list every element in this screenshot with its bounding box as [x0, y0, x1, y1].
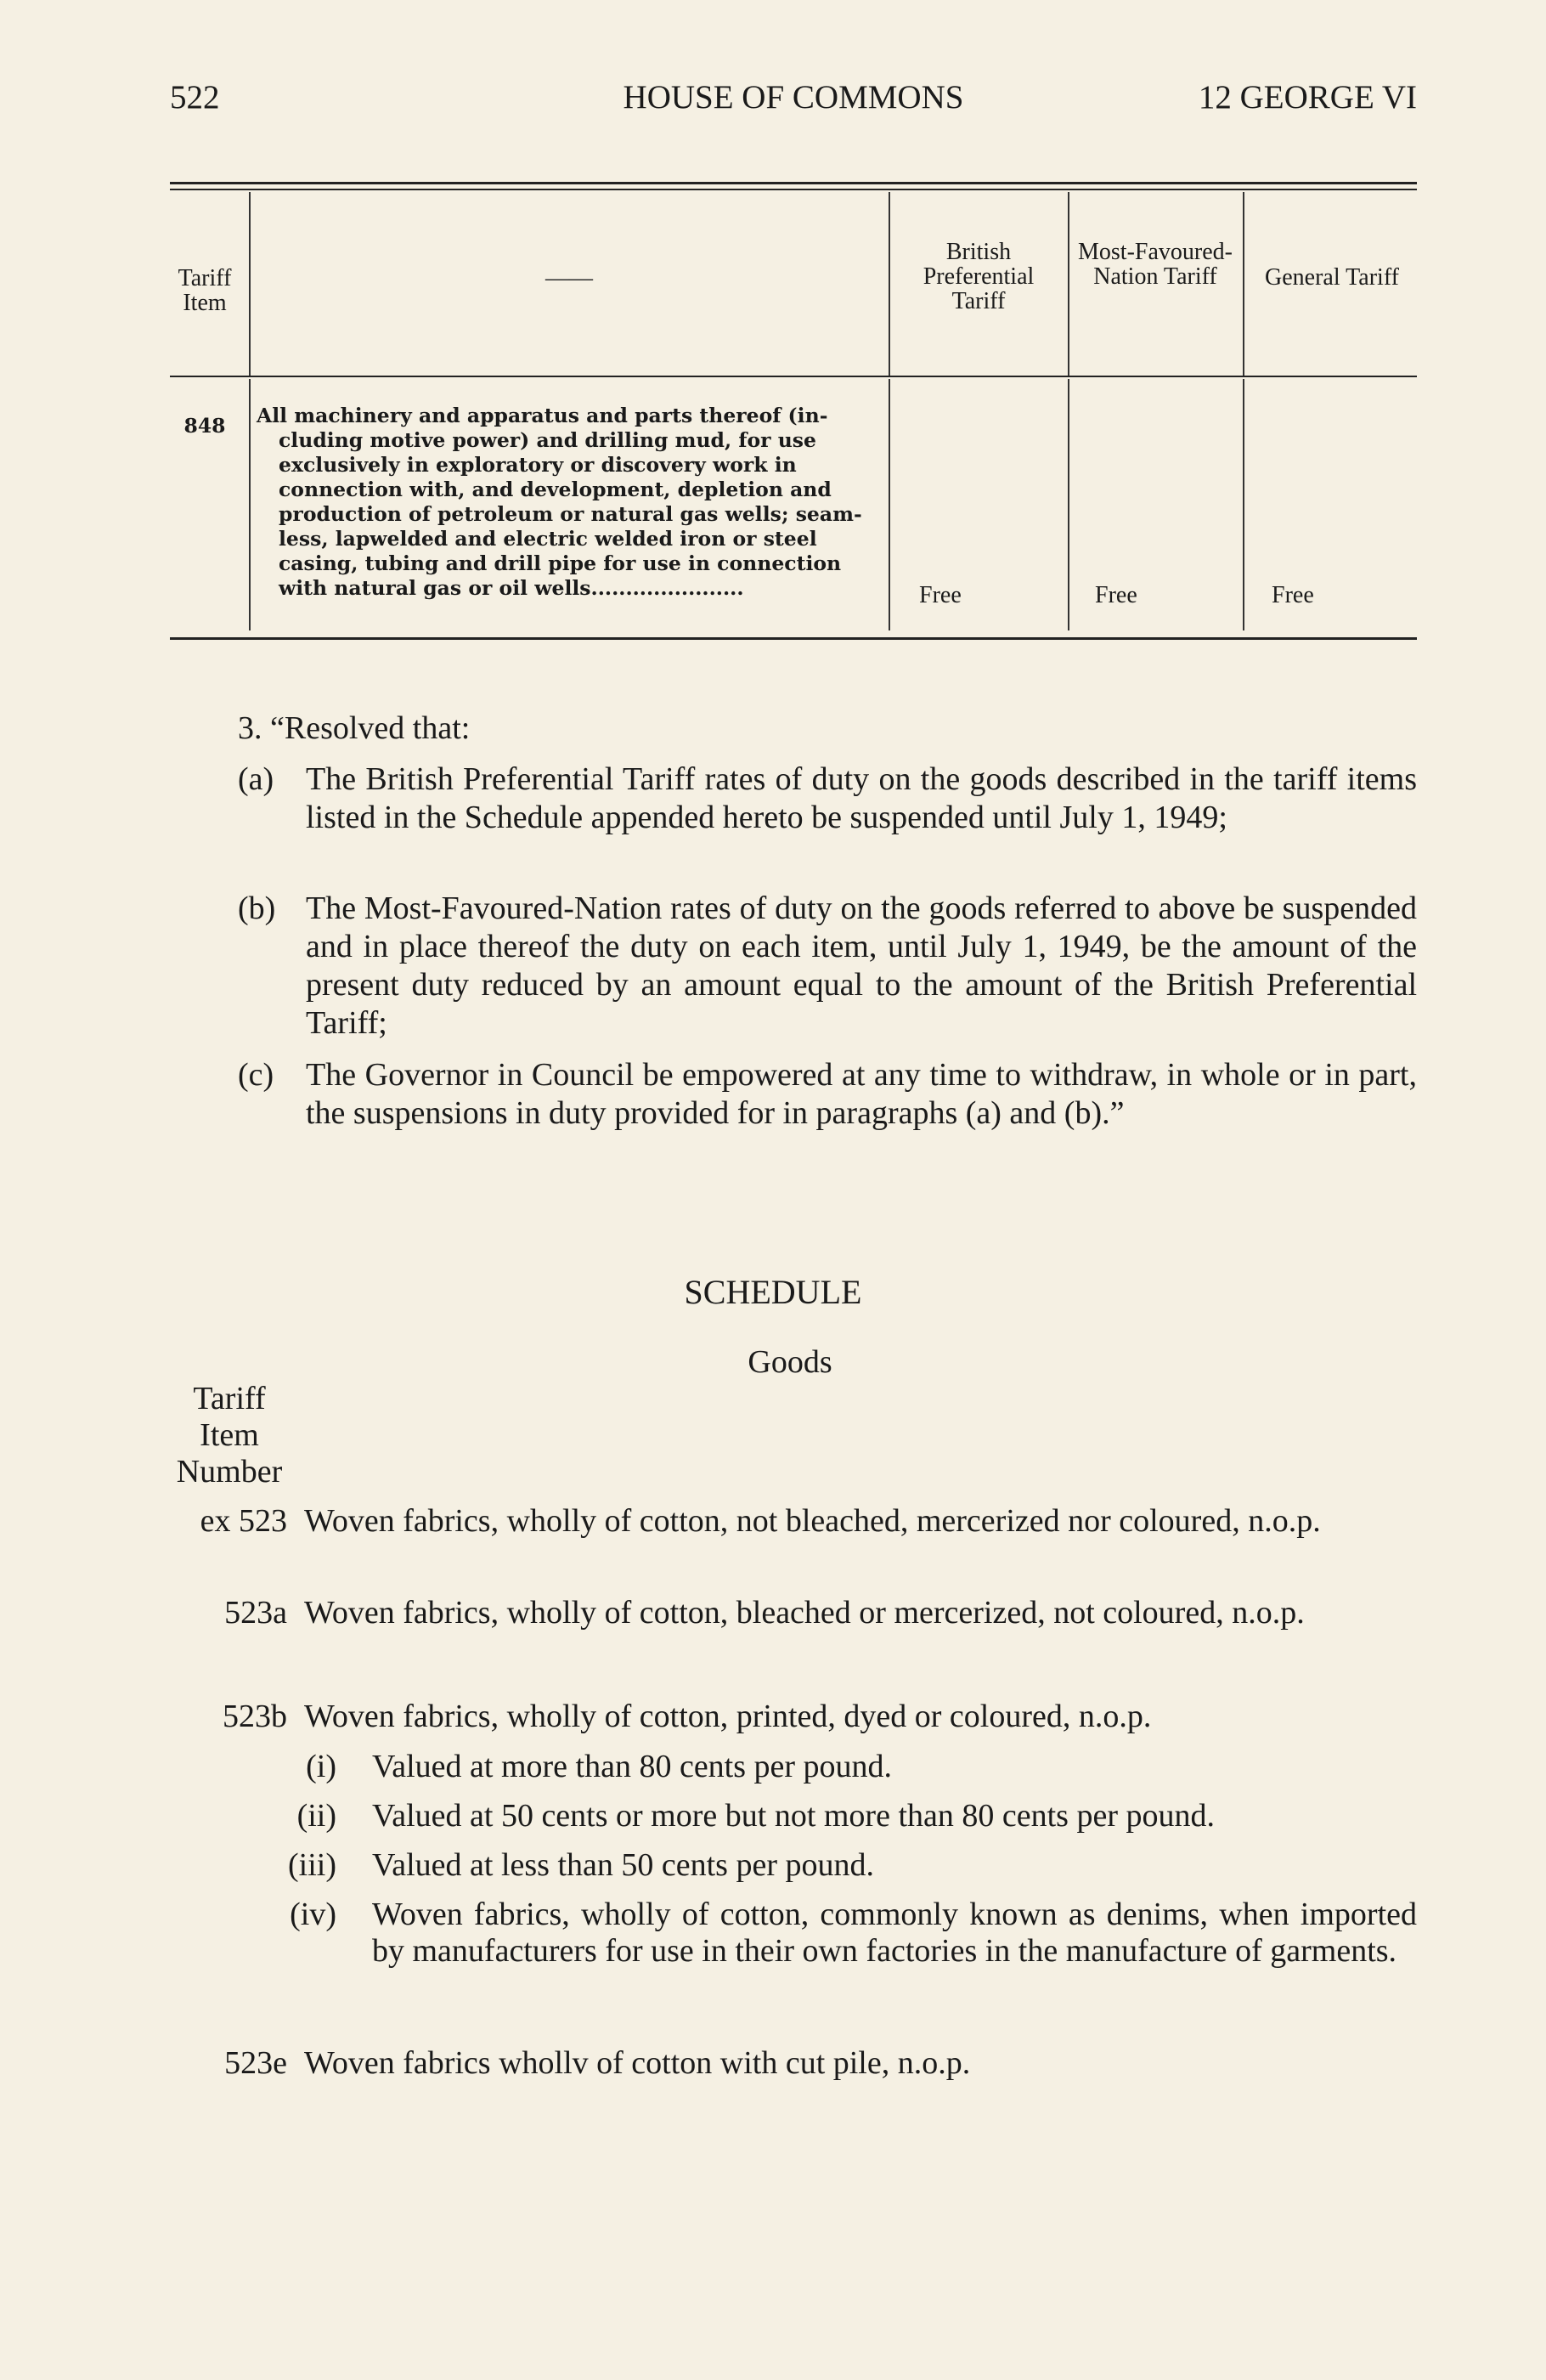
tariff-item-number: 848: [183, 414, 226, 438]
schedule-item-text: Woven fabrics, wholly of cotton, not bleached, mercerized nor coloured, n.o.p.: [304, 1503, 1321, 1539]
page-number: 522: [170, 79, 220, 116]
table-top-rule-thin: [170, 189, 1417, 190]
schedule-item-number: 523b: [223, 1699, 287, 1734]
schedule-item: [161, 2045, 1417, 2082]
description-line: exclusively in exploratory or discovery work in: [279, 453, 797, 477]
subitem-text: Woven fabrics, wholly of cotton, commonly known as denims, when imported by manufacturers for use in their own factories in the manufacture of garments.: [372, 1897, 1417, 1969]
resolution-paragraph-b: [238, 890, 1417, 1043]
schedule-item-text: Woven fabrics, wholly of cotton, printed, dyed or coloured, n.o.p.: [304, 1699, 1152, 1734]
subitem-label: (iii): [288, 1847, 336, 1883]
table-top-rule: [170, 182, 1417, 184]
schedule-subitem: [289, 1749, 1417, 1785]
column-header-item: Tariff Item: [178, 265, 232, 316]
schedule-subitem: [289, 1798, 1417, 1834]
table-bottom-rule: [170, 637, 1417, 640]
schedule-item: [161, 1595, 1417, 1631]
schedule-title: SCHEDULE: [684, 1273, 862, 1311]
column-divider: [1243, 192, 1244, 376]
heading-line: Number: [176, 1454, 283, 1490]
column-divider: [1068, 379, 1069, 630]
paragraph-text: The British Preferential Tariff rates of duty on the goods described in the tariff items listed in the Schedule appended hereto be suspended until July 1, 1949;: [306, 761, 1417, 835]
paragraph-label: (c): [238, 1057, 274, 1093]
general-rate: Free: [1272, 582, 1314, 608]
column-header-mfn: Most-Favoured-Nation Tariff: [1078, 239, 1233, 290]
resolution-intro: 3. “Resolved that:: [238, 710, 471, 746]
description-line: All machinery and apparatus and parts thereof (in-: [257, 404, 828, 427]
column-divider: [889, 379, 890, 630]
schedule-item-number: 523a: [224, 1595, 287, 1631]
table-header-rule: [170, 376, 1417, 377]
heading-line: Tariff: [193, 1381, 266, 1416]
schedule-subitem: [289, 1897, 1417, 1970]
column-header-british: British Preferential Tariff: [923, 239, 1035, 314]
column-divider: [249, 192, 251, 376]
subitem-text: Valued at less than 50 cents per pound.: [372, 1847, 874, 1883]
schedule-item-text: Woven fabrics, wholly of cotton, bleached or mercerized, not coloured, n.o.p.: [304, 1595, 1305, 1631]
column-divider: [249, 379, 251, 630]
schedule-item-text: Woven fabrics whollv of cotton with cut pile, n.o.p.: [304, 2045, 971, 2081]
paragraph-label: (b): [238, 890, 276, 926]
subitem-label: (i): [306, 1749, 336, 1784]
subitem-text: Valued at more than 80 cents per pound.: [372, 1749, 893, 1784]
british-rate: Free: [919, 582, 962, 608]
column-divider: [1243, 379, 1244, 630]
tariff-item-number-heading: [161, 1381, 297, 1490]
running-head: [170, 78, 1417, 121]
column-divider: [889, 192, 890, 376]
description-line: less, lapwelded and electric welded iron or steel: [279, 527, 817, 551]
column-divider: [1068, 192, 1069, 376]
description-line: connection with, and development, depletion and: [279, 478, 832, 501]
subitem-text: Valued at 50 cents or more but not more than 80 cents per pound.: [372, 1798, 1215, 1834]
schedule-item-number: ex 523: [200, 1503, 287, 1539]
session-label: 12 GEORGE VI: [1198, 79, 1417, 116]
paragraph-text: The Most-Favoured-Nation rates of duty on the goods referred to above be suspended and in place thereof the duty on each item, until July 1, 1949, be the amount of the present duty reduced by an amount equal to the amount of the British Preferential Tariff;: [306, 890, 1417, 1041]
heading-line: Item: [200, 1417, 259, 1453]
mfn-rate: Free: [1095, 582, 1137, 608]
schedule-subitem: [289, 1847, 1417, 1884]
description-line: casing, tubing and drill pipe for use in connection: [279, 551, 842, 575]
subitem-label: (iv): [290, 1897, 336, 1932]
column-header-general: General Tariff: [1265, 264, 1399, 291]
schedule-item: [161, 1503, 1417, 1540]
resolution-paragraph-c: [238, 1056, 1417, 1133]
description-line: production of petroleum or natural gas wells; seam-: [279, 502, 862, 526]
description-line: with natural gas or oil wells......................: [279, 576, 744, 600]
description-line: cluding motive power) and drilling mud, for use: [279, 428, 816, 452]
paragraph-text: The Governor in Council be empowered at any time to withdraw, in whole or in part, the suspensions in duty provided for in paragraphs (a) and (b).”: [306, 1057, 1417, 1131]
schedule-item: [161, 1699, 1417, 1735]
paragraph-label: (a): [238, 761, 274, 797]
subitem-label: (ii): [296, 1798, 336, 1834]
resolution-paragraph-a: [238, 760, 1417, 837]
goods-heading: Goods: [748, 1344, 832, 1380]
schedule-item-number: 523e: [224, 2045, 287, 2081]
tariff-item-description: [257, 404, 885, 601]
column-header-description: ——: [545, 265, 593, 291]
running-title: HOUSE OF COMMONS: [623, 79, 964, 116]
